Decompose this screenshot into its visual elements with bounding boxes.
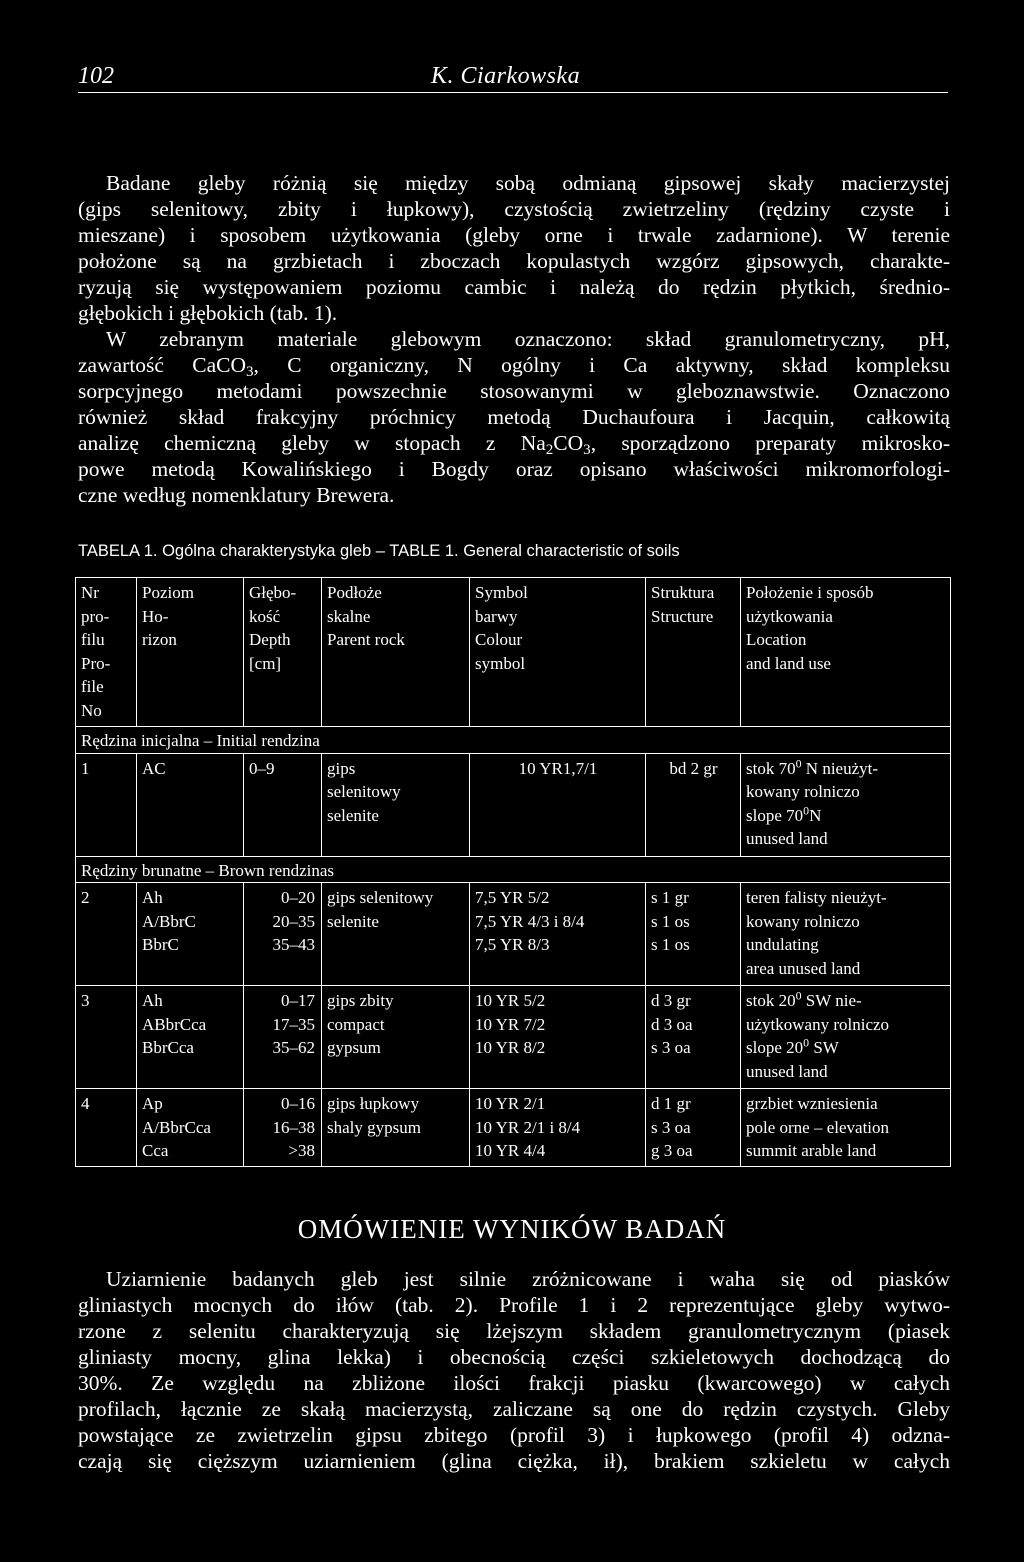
cell-location: stok $70^0$ N nieużyt- kowany rolniczo slope $70^0N$ unused land bbox=[741, 753, 951, 856]
section-title: OMÓWIENIE WYNIKÓW BADAŃ bbox=[297, 1214, 727, 1244]
text-line: czne według nomenklatury Brewera. bbox=[78, 483, 395, 507]
table-row bbox=[76, 883, 951, 986]
group-label-brown-rendzinas: Rędziny brunatne – Brown rendzinas bbox=[76, 856, 951, 883]
cell-structure: d 1 gr s 3 oa g 3 oa bbox=[646, 1089, 741, 1167]
table-header-row bbox=[76, 578, 951, 727]
cell-structure: s 1 gr s 1 os s 1 os bbox=[646, 883, 741, 986]
cell-parent-rock: gips łupkowy shaly gypsum bbox=[322, 1089, 470, 1167]
col-header-structure: Struktura Structure bbox=[646, 578, 741, 727]
cell-colour-symbol: 10 YR1,7/1 bbox=[470, 753, 646, 856]
text-line: Uziarnienie badanych gleb jest silnie zróżnicowane i waha się od piasków bbox=[106, 1267, 950, 1291]
text-line: 30%. Ze względu na zbliżone ilości frakcji piasku (kwarcowego) w całych bbox=[78, 1371, 950, 1395]
text-line: (gips selenitowy, zbity i łupkowy), czystością zwietrzeliny (rędziny czyste i bbox=[78, 197, 950, 221]
page-number: 102 bbox=[78, 63, 114, 89]
cell-parent-rock: gips zbity compact gypsum bbox=[322, 986, 470, 1089]
cell-depth: 0–9 bbox=[244, 753, 322, 856]
cell-horizon: Ah A/BbrC BbrC bbox=[137, 883, 244, 986]
cell-structure: d 3 gr d 3 oa s 3 oa bbox=[646, 986, 741, 1089]
cell-horizon: Ap A/BbrCca Cca bbox=[137, 1089, 244, 1167]
cell-depth: 0–16 16–38 >38 bbox=[244, 1089, 322, 1167]
text-line: Badane gleby różnią się między sobą odmianą gipsowej skały macierzystej bbox=[106, 171, 950, 195]
table-row bbox=[76, 1089, 951, 1167]
text-line: czają się cięższym uziarnieniem (glina ciężka, ił), brakiem szkieletu w całych bbox=[78, 1449, 950, 1473]
cell-location: stok $20^0$ SW nie- użytkowany rolniczo slope $20^0$ SW unused land bbox=[741, 986, 951, 1089]
text-line: również skład frakcyjny próchnicy metodą Duchaufoura i Jacquin, całkowitą bbox=[78, 405, 950, 429]
cell-parent-rock: gips selenitowy selenite bbox=[322, 883, 470, 986]
table-group-row bbox=[76, 856, 951, 883]
paragraph-intro bbox=[78, 170, 950, 508]
cell-structure: bd 2 gr bbox=[646, 753, 741, 856]
cell-profile-no: 1 bbox=[76, 753, 137, 856]
text-line: ryzują się występowaniem poziomu cambic i należą do rędzin płytkich, średnio- bbox=[78, 275, 950, 299]
text-line: głębokich i głębokich (tab. 1). bbox=[78, 301, 338, 325]
col-header-parent-rock: Podłoże skalne Parent rock bbox=[322, 578, 470, 727]
table-caption: TABELA 1. Ogólna charakterystyka gleb – TABLE 1. General characteristic of soils bbox=[78, 542, 680, 560]
text-line: powstające ze zwietrzelin gipsu zbitego (profil 3) i łupkowego (profil 4) odzna- bbox=[78, 1423, 950, 1447]
text-line: rzone z selenitu charakteryzują się lżejszym składem granulometrycznym (piasek bbox=[78, 1319, 950, 1343]
cell-horizon: Ah ABbrCca BbrCca bbox=[137, 986, 244, 1089]
cell-horizon: AC bbox=[137, 753, 244, 856]
running-author: K. Ciarkowska bbox=[431, 63, 581, 89]
col-header-location: Położenie i sposób użytkowania Location and land use bbox=[741, 578, 951, 727]
running-header bbox=[78, 60, 948, 93]
cell-profile-no: 2 bbox=[76, 883, 137, 986]
cell-parent-rock: gips selenitowy selenite bbox=[322, 753, 470, 856]
cell-depth: 0–17 17–35 35–62 bbox=[244, 986, 322, 1089]
paragraph-results bbox=[78, 1266, 950, 1474]
cell-depth: 0–20 20–35 35–43 bbox=[244, 883, 322, 986]
cell-colour-symbol: 7,5 YR 5/2 7,5 YR 4/3 i 8/4 7,5 YR 8/3 bbox=[470, 883, 646, 986]
soil-characteristics-table bbox=[75, 577, 951, 1167]
text-line: gliniasty mocny, glina lekka) i obecnością części szkieletowych dochodzącą do bbox=[78, 1345, 950, 1369]
cell-colour-symbol: 10 YR 2/1 10 YR 2/1 i 8/4 10 YR 4/4 bbox=[470, 1089, 646, 1167]
cell-location: grzbiet wzniesienia pole orne – elevation summit arable land bbox=[741, 1089, 951, 1167]
text-line: analizę chemiczną gleby w stopach z $Na_2CO_3$, sporządzono preparaty mikrosko- bbox=[78, 431, 950, 458]
table-row bbox=[76, 986, 951, 1089]
table-group-row bbox=[76, 727, 951, 754]
cell-colour-symbol: 10 YR 5/2 10 YR 7/2 10 YR 8/2 bbox=[470, 986, 646, 1089]
cell-profile-no: 3 bbox=[76, 986, 137, 1089]
cell-location: teren falisty nieużyt- kowany rolniczo undulating area unused land bbox=[741, 883, 951, 986]
text-line: mieszane) i sposobem użytkowania (gleby orne i trwale zadarnione). W terenie bbox=[78, 223, 950, 247]
col-header-depth: Głębo- kość Depth [cm] bbox=[244, 578, 322, 727]
text-line: profilach, łącznie ze skałą macierzystą, zaliczane są one do rędzin czystych. Gleby bbox=[78, 1397, 950, 1421]
col-header-colour-symbol: Symbol barwy Colour symbol bbox=[470, 578, 646, 727]
col-header-profile-no: Nr pro- filu Pro- file No bbox=[76, 578, 137, 727]
text-line: zawartość CaCO$_3$, C organiczny, N ogólny i Ca aktywny, skład kompleksu bbox=[78, 353, 951, 380]
group-label-initial-rendzina: Rędzina inicjalna – Initial rendzina bbox=[76, 727, 951, 754]
text-line: W zebranym materiale glebowym oznaczono: skład granulometryczny, pH, bbox=[106, 327, 950, 351]
cell-profile-no: 4 bbox=[76, 1089, 137, 1167]
text-line: gliniastych mocnych do iłów (tab. 2). Profile 1 i 2 reprezentujące gleby wytwo- bbox=[78, 1293, 950, 1317]
text-line: powe metodą Kowalińskiego i Bogdy oraz opisano właściwości mikromorfologi- bbox=[78, 457, 950, 481]
text-line: sorpcyjnego metodami powszechnie stosowanymi w gleboznawstwie. Oznaczono bbox=[78, 379, 950, 403]
table-row bbox=[76, 753, 951, 856]
col-header-horizon: Poziom Ho- rizon bbox=[137, 578, 244, 727]
text-line: położone są na grzbietach i zboczach kopulastych wzgórz gipsowych, charakte- bbox=[78, 249, 950, 273]
